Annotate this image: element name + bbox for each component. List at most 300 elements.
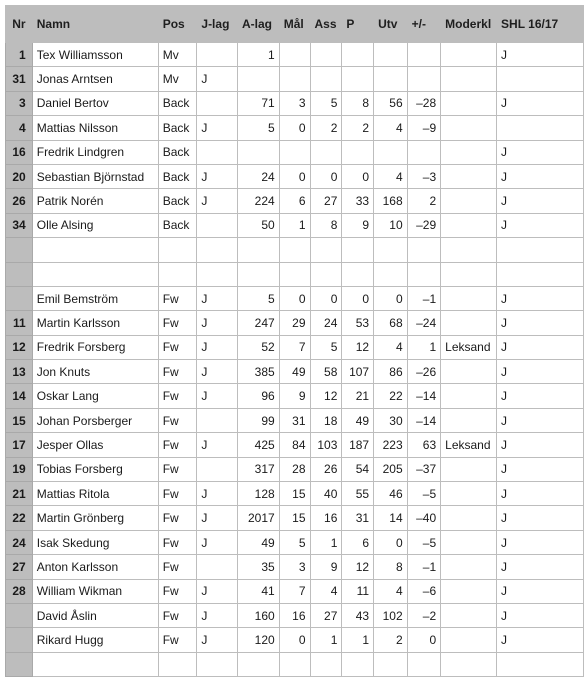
cell-p[interactable]: 12 xyxy=(342,335,374,359)
cell-p[interactable]: 11 xyxy=(342,579,374,603)
cell-pos[interactable]: Back xyxy=(158,213,197,237)
col-header-jlag[interactable]: J-lag xyxy=(197,6,238,43)
col-header-utv[interactable]: Utv xyxy=(374,6,408,43)
cell-mal[interactable]: 49 xyxy=(279,360,310,384)
cell-ass[interactable]: 2 xyxy=(310,116,342,140)
cell-moderkl[interactable]: Leksand xyxy=(441,433,497,457)
cell-mal[interactable]: 1 xyxy=(279,213,310,237)
cell-name[interactable]: Fredrik Forsberg xyxy=(32,335,158,359)
cell-shl[interactable]: J xyxy=(497,286,584,310)
cell-utv[interactable] xyxy=(374,238,408,262)
cell-nr[interactable]: 19 xyxy=(6,457,33,481)
cell-p[interactable]: 49 xyxy=(342,408,374,432)
cell-shl[interactable]: J xyxy=(497,579,584,603)
cell-name[interactable] xyxy=(32,238,158,262)
cell-plusminus[interactable]: –14 xyxy=(407,408,441,432)
cell-mal[interactable]: 15 xyxy=(279,482,310,506)
cell-utv[interactable] xyxy=(374,262,408,286)
cell-mal[interactable]: 0 xyxy=(279,164,310,188)
cell-utv[interactable] xyxy=(374,43,408,67)
cell-mal[interactable]: 6 xyxy=(279,189,310,213)
cell-pos[interactable]: Back xyxy=(158,189,197,213)
cell-alag[interactable]: 35 xyxy=(238,555,280,579)
cell-name[interactable]: Rikard Hugg xyxy=(32,628,158,652)
cell-utv[interactable]: 223 xyxy=(374,433,408,457)
cell-alag[interactable]: 224 xyxy=(238,189,280,213)
cell-shl[interactable]: J xyxy=(497,628,584,652)
cell-mal[interactable]: 29 xyxy=(279,311,310,335)
cell-moderkl[interactable] xyxy=(441,360,497,384)
col-header-pos[interactable]: Pos xyxy=(158,6,197,43)
cell-moderkl[interactable]: Leksand xyxy=(441,335,497,359)
cell-alag[interactable]: 247 xyxy=(238,311,280,335)
cell-ass[interactable]: 27 xyxy=(310,189,342,213)
cell-pos[interactable]: Fw xyxy=(158,433,197,457)
cell-shl[interactable]: J xyxy=(497,384,584,408)
cell-p[interactable]: 54 xyxy=(342,457,374,481)
cell-jlag[interactable]: J xyxy=(197,189,238,213)
cell-moderkl[interactable] xyxy=(441,652,497,676)
cell-nr[interactable]: 34 xyxy=(6,213,33,237)
cell-moderkl[interactable] xyxy=(441,408,497,432)
cell-jlag[interactable] xyxy=(197,408,238,432)
cell-utv[interactable]: 56 xyxy=(374,91,408,115)
cell-moderkl[interactable] xyxy=(441,311,497,335)
cell-plusminus[interactable]: –28 xyxy=(407,91,441,115)
cell-mal[interactable]: 5 xyxy=(279,530,310,554)
cell-nr[interactable]: 27 xyxy=(6,555,33,579)
cell-ass[interactable]: 5 xyxy=(310,91,342,115)
cell-pos[interactable]: Fw xyxy=(158,530,197,554)
cell-plusminus[interactable] xyxy=(407,652,441,676)
cell-nr[interactable]: 4 xyxy=(6,116,33,140)
cell-p[interactable]: 187 xyxy=(342,433,374,457)
cell-moderkl[interactable] xyxy=(441,628,497,652)
cell-pos[interactable]: Fw xyxy=(158,408,197,432)
cell-ass[interactable]: 12 xyxy=(310,384,342,408)
cell-utv[interactable]: 0 xyxy=(374,286,408,310)
cell-moderkl[interactable] xyxy=(441,67,497,91)
cell-name[interactable]: Daniel Bertov xyxy=(32,91,158,115)
cell-name[interactable]: Anton Karlsson xyxy=(32,555,158,579)
cell-p[interactable] xyxy=(342,43,374,67)
cell-p[interactable] xyxy=(342,67,374,91)
cell-plusminus[interactable] xyxy=(407,262,441,286)
cell-pos[interactable]: Fw xyxy=(158,555,197,579)
cell-nr[interactable]: 13 xyxy=(6,360,33,384)
cell-shl[interactable] xyxy=(497,67,584,91)
cell-moderkl[interactable] xyxy=(441,91,497,115)
cell-nr[interactable]: 12 xyxy=(6,335,33,359)
cell-shl[interactable]: J xyxy=(497,555,584,579)
cell-pos[interactable] xyxy=(158,262,197,286)
cell-utv[interactable]: 4 xyxy=(374,579,408,603)
cell-utv[interactable]: 46 xyxy=(374,482,408,506)
col-header-ass[interactable]: Ass xyxy=(310,6,342,43)
cell-p[interactable]: 8 xyxy=(342,91,374,115)
cell-moderkl[interactable] xyxy=(441,213,497,237)
cell-name[interactable]: Mattias Ritola xyxy=(32,482,158,506)
cell-plusminus[interactable]: –26 xyxy=(407,360,441,384)
cell-plusminus[interactable]: –3 xyxy=(407,164,441,188)
cell-mal[interactable]: 16 xyxy=(279,603,310,627)
cell-ass[interactable] xyxy=(310,238,342,262)
cell-ass[interactable]: 5 xyxy=(310,335,342,359)
cell-name[interactable]: Sebastian Björnstad xyxy=(32,164,158,188)
cell-jlag[interactable]: J xyxy=(197,603,238,627)
cell-shl[interactable]: J xyxy=(497,506,584,530)
cell-shl[interactable]: J xyxy=(497,164,584,188)
cell-plusminus[interactable]: –6 xyxy=(407,579,441,603)
cell-mal[interactable]: 0 xyxy=(279,286,310,310)
cell-utv[interactable]: 102 xyxy=(374,603,408,627)
cell-jlag[interactable]: J xyxy=(197,335,238,359)
cell-plusminus[interactable]: –1 xyxy=(407,286,441,310)
cell-p[interactable]: 12 xyxy=(342,555,374,579)
cell-jlag[interactable] xyxy=(197,140,238,164)
cell-moderkl[interactable] xyxy=(441,238,497,262)
cell-pos[interactable]: Fw xyxy=(158,311,197,335)
cell-alag[interactable]: 49 xyxy=(238,530,280,554)
cell-name[interactable]: Jon Knuts xyxy=(32,360,158,384)
cell-name[interactable]: William Wikman xyxy=(32,579,158,603)
cell-alag[interactable]: 120 xyxy=(238,628,280,652)
cell-ass[interactable] xyxy=(310,652,342,676)
cell-utv[interactable]: 22 xyxy=(374,384,408,408)
cell-p[interactable]: 2 xyxy=(342,116,374,140)
cell-moderkl[interactable] xyxy=(441,262,497,286)
col-header-moderkl[interactable]: Moderkl xyxy=(441,6,497,43)
cell-p[interactable]: 21 xyxy=(342,384,374,408)
col-header-alag[interactable]: A-lag xyxy=(238,6,280,43)
cell-nr[interactable]: 26 xyxy=(6,189,33,213)
cell-plusminus[interactable]: –9 xyxy=(407,116,441,140)
cell-nr[interactable]: 11 xyxy=(6,311,33,335)
cell-nr[interactable]: 22 xyxy=(6,506,33,530)
cell-pos[interactable]: Fw xyxy=(158,506,197,530)
cell-pos[interactable]: Fw xyxy=(158,603,197,627)
cell-alag[interactable]: 128 xyxy=(238,482,280,506)
cell-mal[interactable] xyxy=(279,140,310,164)
cell-pos[interactable]: Fw xyxy=(158,335,197,359)
cell-ass[interactable] xyxy=(310,43,342,67)
cell-nr[interactable] xyxy=(6,628,33,652)
cell-pos[interactable]: Back xyxy=(158,164,197,188)
cell-alag[interactable] xyxy=(238,67,280,91)
cell-pos[interactable]: Fw xyxy=(158,482,197,506)
cell-jlag[interactable]: J xyxy=(197,311,238,335)
cell-nr[interactable]: 15 xyxy=(6,408,33,432)
cell-nr[interactable] xyxy=(6,238,33,262)
cell-plusminus[interactable] xyxy=(407,43,441,67)
cell-utv[interactable] xyxy=(374,140,408,164)
cell-ass[interactable]: 8 xyxy=(310,213,342,237)
cell-utv[interactable]: 2 xyxy=(374,628,408,652)
cell-moderkl[interactable] xyxy=(441,116,497,140)
cell-plusminus[interactable]: –1 xyxy=(407,555,441,579)
cell-plusminus[interactable]: –5 xyxy=(407,482,441,506)
cell-name[interactable] xyxy=(32,652,158,676)
cell-shl[interactable]: J xyxy=(497,140,584,164)
cell-nr[interactable]: 1 xyxy=(6,43,33,67)
cell-utv[interactable] xyxy=(374,652,408,676)
cell-nr[interactable]: 24 xyxy=(6,530,33,554)
cell-moderkl[interactable] xyxy=(441,164,497,188)
cell-jlag[interactable]: J xyxy=(197,433,238,457)
cell-name[interactable]: Martin Karlsson xyxy=(32,311,158,335)
cell-utv[interactable]: 68 xyxy=(374,311,408,335)
cell-pos[interactable]: Fw xyxy=(158,457,197,481)
cell-ass[interactable]: 9 xyxy=(310,555,342,579)
cell-plusminus[interactable]: –29 xyxy=(407,213,441,237)
cell-pos[interactable]: Fw xyxy=(158,360,197,384)
cell-plusminus[interactable]: 0 xyxy=(407,628,441,652)
cell-moderkl[interactable] xyxy=(441,43,497,67)
cell-moderkl[interactable] xyxy=(441,530,497,554)
cell-plusminus[interactable] xyxy=(407,238,441,262)
cell-mal[interactable]: 84 xyxy=(279,433,310,457)
cell-alag[interactable] xyxy=(238,652,280,676)
cell-alag[interactable]: 52 xyxy=(238,335,280,359)
cell-ass[interactable]: 40 xyxy=(310,482,342,506)
cell-nr[interactable] xyxy=(6,262,33,286)
cell-moderkl[interactable] xyxy=(441,286,497,310)
cell-jlag[interactable] xyxy=(197,457,238,481)
cell-p[interactable]: 6 xyxy=(342,530,374,554)
cell-name[interactable]: Jesper Ollas xyxy=(32,433,158,457)
cell-jlag[interactable] xyxy=(197,43,238,67)
cell-jlag[interactable] xyxy=(197,652,238,676)
cell-shl[interactable]: J xyxy=(497,482,584,506)
cell-p[interactable]: 9 xyxy=(342,213,374,237)
cell-shl[interactable]: J xyxy=(497,530,584,554)
cell-alag[interactable] xyxy=(238,238,280,262)
cell-nr[interactable] xyxy=(6,286,33,310)
cell-name[interactable] xyxy=(32,262,158,286)
cell-alag[interactable]: 160 xyxy=(238,603,280,627)
cell-shl[interactable] xyxy=(497,238,584,262)
cell-moderkl[interactable] xyxy=(441,457,497,481)
cell-ass[interactable]: 27 xyxy=(310,603,342,627)
cell-ass[interactable]: 1 xyxy=(310,628,342,652)
cell-jlag[interactable] xyxy=(197,238,238,262)
cell-jlag[interactable]: J xyxy=(197,116,238,140)
cell-mal[interactable]: 31 xyxy=(279,408,310,432)
cell-alag[interactable]: 317 xyxy=(238,457,280,481)
cell-mal[interactable]: 7 xyxy=(279,579,310,603)
cell-shl[interactable]: J xyxy=(497,603,584,627)
col-header-p[interactable]: P xyxy=(342,6,374,43)
cell-plusminus[interactable]: –2 xyxy=(407,603,441,627)
cell-name[interactable]: Tobias Forsberg xyxy=(32,457,158,481)
cell-name[interactable]: Olle Alsing xyxy=(32,213,158,237)
cell-mal[interactable] xyxy=(279,262,310,286)
cell-name[interactable]: David Åslin xyxy=(32,603,158,627)
cell-name[interactable]: Johan Porsberger xyxy=(32,408,158,432)
cell-shl[interactable]: J xyxy=(497,335,584,359)
cell-p[interactable]: 43 xyxy=(342,603,374,627)
cell-utv[interactable]: 86 xyxy=(374,360,408,384)
cell-plusminus[interactable]: –5 xyxy=(407,530,441,554)
cell-shl[interactable] xyxy=(497,116,584,140)
cell-mal[interactable] xyxy=(279,67,310,91)
cell-jlag[interactable]: J xyxy=(197,67,238,91)
cell-nr[interactable]: 31 xyxy=(6,67,33,91)
cell-p[interactable] xyxy=(342,652,374,676)
cell-name[interactable]: Oskar Lang xyxy=(32,384,158,408)
cell-p[interactable]: 107 xyxy=(342,360,374,384)
cell-nr[interactable] xyxy=(6,652,33,676)
cell-alag[interactable]: 5 xyxy=(238,116,280,140)
cell-p[interactable]: 1 xyxy=(342,628,374,652)
cell-jlag[interactable]: J xyxy=(197,164,238,188)
cell-nr[interactable]: 21 xyxy=(6,482,33,506)
cell-moderkl[interactable] xyxy=(441,189,497,213)
cell-nr[interactable]: 16 xyxy=(6,140,33,164)
cell-ass[interactable] xyxy=(310,262,342,286)
cell-shl[interactable]: J xyxy=(497,408,584,432)
cell-utv[interactable]: 4 xyxy=(374,164,408,188)
cell-mal[interactable]: 28 xyxy=(279,457,310,481)
cell-plusminus[interactable]: 2 xyxy=(407,189,441,213)
cell-ass[interactable]: 26 xyxy=(310,457,342,481)
cell-alag[interactable]: 71 xyxy=(238,91,280,115)
cell-name[interactable]: Fredrik Lindgren xyxy=(32,140,158,164)
cell-nr[interactable]: 17 xyxy=(6,433,33,457)
cell-jlag[interactable]: J xyxy=(197,360,238,384)
cell-pos[interactable]: Mv xyxy=(158,43,197,67)
cell-plusminus[interactable]: –14 xyxy=(407,384,441,408)
cell-mal[interactable]: 3 xyxy=(279,555,310,579)
cell-mal[interactable]: 15 xyxy=(279,506,310,530)
cell-moderkl[interactable] xyxy=(441,603,497,627)
cell-plusminus[interactable]: 1 xyxy=(407,335,441,359)
cell-utv[interactable]: 14 xyxy=(374,506,408,530)
cell-alag[interactable]: 2017 xyxy=(238,506,280,530)
cell-utv[interactable]: 4 xyxy=(374,335,408,359)
cell-plusminus[interactable] xyxy=(407,140,441,164)
cell-mal[interactable]: 3 xyxy=(279,91,310,115)
cell-name[interactable]: Tex Williamsson xyxy=(32,43,158,67)
cell-p[interactable]: 55 xyxy=(342,482,374,506)
cell-alag[interactable] xyxy=(238,262,280,286)
col-header-plusminus[interactable]: +/- xyxy=(407,6,441,43)
cell-nr[interactable]: 14 xyxy=(6,384,33,408)
cell-alag[interactable]: 99 xyxy=(238,408,280,432)
cell-mal[interactable] xyxy=(279,652,310,676)
cell-jlag[interactable] xyxy=(197,262,238,286)
cell-shl[interactable]: J xyxy=(497,360,584,384)
cell-jlag[interactable]: J xyxy=(197,384,238,408)
cell-alag[interactable]: 5 xyxy=(238,286,280,310)
cell-p[interactable]: 33 xyxy=(342,189,374,213)
cell-utv[interactable]: 0 xyxy=(374,530,408,554)
cell-shl[interactable]: J xyxy=(497,213,584,237)
cell-ass[interactable]: 0 xyxy=(310,286,342,310)
cell-ass[interactable]: 4 xyxy=(310,579,342,603)
col-header-namn[interactable]: Namn xyxy=(32,6,158,43)
cell-ass[interactable]: 18 xyxy=(310,408,342,432)
cell-pos[interactable]: Fw xyxy=(158,286,197,310)
cell-shl[interactable]: J xyxy=(497,189,584,213)
cell-nr[interactable]: 20 xyxy=(6,164,33,188)
cell-jlag[interactable]: J xyxy=(197,628,238,652)
cell-plusminus[interactable]: –40 xyxy=(407,506,441,530)
cell-pos[interactable]: Back xyxy=(158,140,197,164)
cell-moderkl[interactable] xyxy=(441,482,497,506)
cell-p[interactable]: 31 xyxy=(342,506,374,530)
cell-p[interactable] xyxy=(342,140,374,164)
cell-utv[interactable]: 168 xyxy=(374,189,408,213)
cell-ass[interactable]: 1 xyxy=(310,530,342,554)
cell-plusminus[interactable] xyxy=(407,67,441,91)
cell-alag[interactable]: 425 xyxy=(238,433,280,457)
cell-alag[interactable]: 41 xyxy=(238,579,280,603)
cell-mal[interactable]: 0 xyxy=(279,116,310,140)
cell-name[interactable]: Jonas Arntsen xyxy=(32,67,158,91)
cell-pos[interactable]: Fw xyxy=(158,579,197,603)
cell-p[interactable] xyxy=(342,238,374,262)
cell-moderkl[interactable] xyxy=(441,506,497,530)
cell-pos[interactable]: Back xyxy=(158,116,197,140)
cell-p[interactable] xyxy=(342,262,374,286)
cell-jlag[interactable] xyxy=(197,555,238,579)
cell-shl[interactable]: J xyxy=(497,91,584,115)
cell-plusminus[interactable]: 63 xyxy=(407,433,441,457)
cell-utv[interactable]: 205 xyxy=(374,457,408,481)
cell-ass[interactable]: 103 xyxy=(310,433,342,457)
cell-ass[interactable] xyxy=(310,67,342,91)
cell-jlag[interactable]: J xyxy=(197,482,238,506)
cell-moderkl[interactable] xyxy=(441,579,497,603)
cell-alag[interactable]: 50 xyxy=(238,213,280,237)
cell-name[interactable]: Mattias Nilsson xyxy=(32,116,158,140)
cell-pos[interactable]: Mv xyxy=(158,67,197,91)
cell-jlag[interactable]: J xyxy=(197,579,238,603)
cell-nr[interactable]: 3 xyxy=(6,91,33,115)
cell-alag[interactable] xyxy=(238,140,280,164)
cell-name[interactable]: Isak Skedung xyxy=(32,530,158,554)
cell-p[interactable]: 53 xyxy=(342,311,374,335)
cell-pos[interactable]: Back xyxy=(158,91,197,115)
cell-pos[interactable]: Fw xyxy=(158,384,197,408)
cell-shl[interactable] xyxy=(497,652,584,676)
cell-shl[interactable]: J xyxy=(497,43,584,67)
cell-alag[interactable]: 1 xyxy=(238,43,280,67)
cell-jlag[interactable]: J xyxy=(197,506,238,530)
cell-mal[interactable] xyxy=(279,238,310,262)
cell-ass[interactable]: 16 xyxy=(310,506,342,530)
cell-moderkl[interactable] xyxy=(441,384,497,408)
cell-moderkl[interactable] xyxy=(441,140,497,164)
cell-plusminus[interactable]: –24 xyxy=(407,311,441,335)
cell-utv[interactable] xyxy=(374,67,408,91)
cell-nr[interactable]: 28 xyxy=(6,579,33,603)
cell-mal[interactable]: 7 xyxy=(279,335,310,359)
cell-pos[interactable] xyxy=(158,238,197,262)
cell-name[interactable]: Emil Bemström xyxy=(32,286,158,310)
cell-shl[interactable]: J xyxy=(497,457,584,481)
cell-shl[interactable]: J xyxy=(497,433,584,457)
cell-shl[interactable]: J xyxy=(497,311,584,335)
cell-name[interactable]: Patrik Norén xyxy=(32,189,158,213)
cell-p[interactable]: 0 xyxy=(342,164,374,188)
cell-nr[interactable] xyxy=(6,603,33,627)
cell-mal[interactable]: 9 xyxy=(279,384,310,408)
cell-jlag[interactable] xyxy=(197,91,238,115)
cell-utv[interactable]: 10 xyxy=(374,213,408,237)
cell-ass[interactable]: 24 xyxy=(310,311,342,335)
